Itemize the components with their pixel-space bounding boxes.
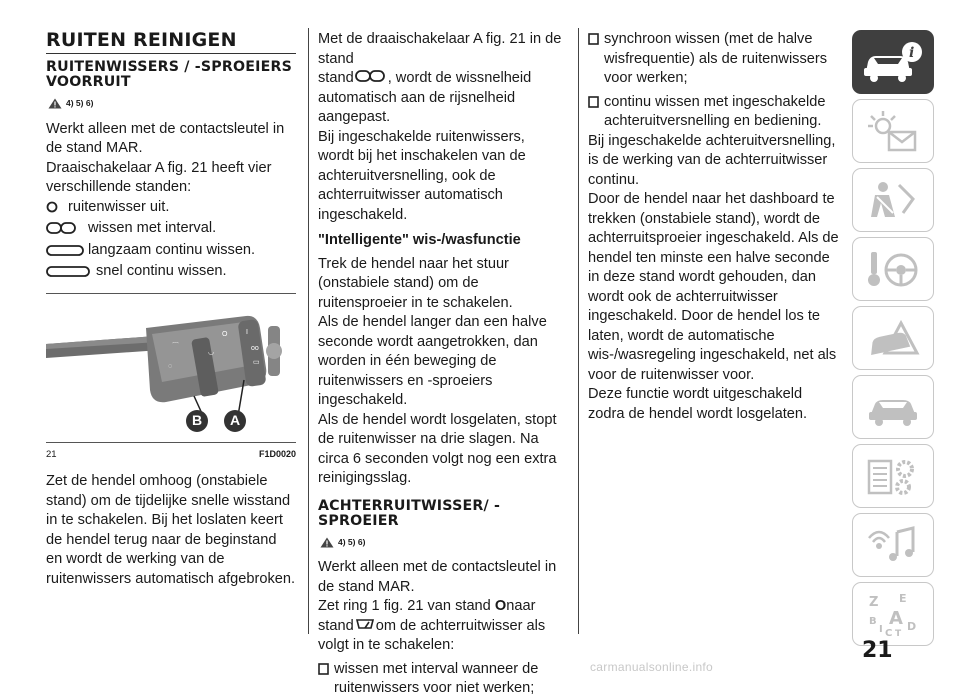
svg-text:▭: ▭ (253, 358, 260, 366)
section-heading-front: RUITENWISSERS / -SPROEIERS VOORRUIT (46, 59, 293, 90)
tab-safety[interactable] (852, 168, 934, 232)
bullet-item: continu wissen met ingeschakelde achteruitversnelling en bediening. (588, 93, 842, 132)
svg-text:oo: oo (251, 344, 259, 352)
page-title: RUITEN REINIGEN (46, 30, 296, 54)
multimedia-icon (863, 522, 923, 568)
figure-code: F1D0020 (258, 448, 296, 459)
paragraph: Zet ring 1 fig. 21 van stand Onaar stand om de achterruitwisser als volgt in te schakelen: (318, 598, 546, 653)
tab-index[interactable] (852, 582, 934, 646)
intro-text: Werkt alleen met de contactsleutel in de stand MAR. (46, 120, 285, 156)
emergency-icon (863, 315, 923, 361)
figure-number: 21 (46, 448, 57, 460)
svg-text:⌒: ⌒ (172, 342, 179, 350)
wiper-interval-icon (46, 221, 84, 237)
watermark: carmanualsonline.info (590, 660, 714, 674)
paragraph: Bij ingeschakelde achteruitversnelling, is de werking van de achterruitwisser continu. (588, 132, 836, 188)
rear-wiper-icon (354, 617, 376, 633)
svg-text:B: B (869, 616, 877, 627)
svg-text:I: I (879, 624, 883, 635)
paragraph: Als de hendel wordt losgelaten, stopt de ruitenwisser na drie slagen. Na circa 6 seconden volgt nog een extra reinigingsslag. (318, 411, 557, 486)
page-number: 21 (862, 638, 893, 663)
index-icon (863, 590, 923, 638)
paragraph: Deze functie wordt uitgeschakeld zodra de hendel wordt losgelaten. (588, 386, 808, 422)
tab-warning-lights[interactable] (852, 99, 934, 163)
warning-reference: 4) 5) 6) (320, 533, 564, 553)
safety-icon (863, 177, 923, 223)
paragraph: Bij ingeschakelde ruitenwissers, wordt bij het inschakelen van de achteruitversnelling, ook de achterruitwisser automatisch ingeschakeld. (318, 128, 526, 223)
column-2 (318, 30, 564, 699)
bullet-square-icon (588, 95, 604, 109)
tab-starting-driving[interactable] (852, 237, 934, 301)
paragraph: Zet de hendel omhoog (onstabiele stand) om de tijdelijke snelle wisstand in te schakelen. Bij het loslaten keert de hendel terug naar de beginstand en wordt de werking van de ruitenwissers automatisch afgebroken. (46, 473, 296, 587)
svg-text:A: A (889, 608, 903, 629)
column-divider-2 (578, 28, 579, 634)
warning-triangle-icon (320, 537, 334, 548)
starting-driving-icon (863, 246, 923, 292)
warning-lights-icon (863, 108, 923, 154)
column-divider-1 (308, 28, 309, 634)
callout-label-b: B (186, 410, 208, 432)
tab-maintenance[interactable] (852, 375, 934, 439)
tab-car-info[interactable] (852, 30, 934, 94)
subheading-intelligent: "Intelligente" wis-/wasfunctie (318, 232, 521, 248)
bullet-square-icon (588, 32, 604, 46)
svg-text:I: I (246, 328, 248, 336)
car-info-icon (860, 38, 926, 86)
tab-technical-data[interactable] (852, 444, 934, 508)
technical-data-icon (863, 453, 923, 499)
tab-multimedia[interactable] (852, 513, 934, 577)
svg-text:C: C (885, 628, 893, 638)
warning-triangle-icon (48, 98, 62, 109)
svg-text:E: E (899, 592, 907, 605)
position-symbol: O (494, 598, 507, 614)
wiper-fast-icon (46, 264, 96, 280)
chapter-sidebar (852, 30, 932, 651)
column-3 (588, 30, 842, 424)
wiper-stalk-illustration (46, 298, 296, 438)
bullet-square-icon (318, 662, 334, 676)
bullet-item: wissen met interval wanneer de ruitenwissers voor niet werken; (318, 660, 564, 699)
svg-text:D: D (907, 620, 917, 633)
svg-text:T: T (895, 629, 902, 638)
svg-text:◌: ◌ (168, 362, 173, 370)
bullet-item: synchroon wissen (met de halve wisfrequentie) als de ruitenwissers voor werken; (588, 30, 842, 89)
wiper-slow-icon (46, 243, 88, 259)
wiper-off-icon (46, 200, 68, 216)
svg-text:Z: Z (869, 595, 879, 610)
column-1 (46, 30, 296, 589)
figure-wiper-stalk (46, 293, 296, 443)
paragraph: Met de draaischakelaar A fig. 21 in de stand stand , wordt de wissnelheid automatisch aan de rijsnelheid aangepast. (318, 31, 562, 125)
maintenance-icon (863, 384, 923, 430)
paragraph: Werkt alleen met de contactsleutel in de stand MAR. (318, 559, 557, 595)
callout-label-a: A (224, 410, 246, 432)
position-item: snel continu wissen. (46, 262, 296, 282)
svg-text:i: i (909, 45, 915, 61)
position-item: wissen met interval. (46, 219, 296, 239)
svg-text:O: O (222, 330, 228, 338)
svg-text:◡: ◡ (208, 348, 215, 356)
tab-emergency[interactable] (852, 306, 934, 370)
section-heading-rear: ACHTERRUITWISSER/ -SPROEIER (318, 497, 501, 529)
position-item: ruitenwisser uit. (46, 198, 296, 218)
figure-caption (46, 445, 296, 465)
warning-reference: 4) 5) 6) (48, 94, 296, 114)
wiper-auto-icon (354, 69, 388, 85)
intro-text-2: Draaischakelaar A fig. 21 heeft vier verschillende standen: (46, 159, 272, 195)
paragraph: Trek de hendel naar het stuur (onstabiele stand) om de ruitensproeier in te schakelen. (318, 255, 513, 311)
paragraph: Door de hendel naar het dashboard te trekken (onstabiele stand), wordt de achterruitsproeier ingeschakeld. Als de hendel ten minste een halve seconde in deze stand wordt gehouden, dan wordt ook de achterruitwisser ingeschakeld. Door de hendel los te laten, wordt de automatische wis-/wasregeling ingeschakeld, net als voor de ruitenwisser voor. (588, 191, 839, 383)
paragraph: Als de hendel langer dan een halve seconde wordt aangetrokken, dan worden in één beweging de ruitenwissers en -sproeiers ingeschakeld. (318, 314, 547, 408)
position-item: langzaam continu wissen. (46, 241, 296, 261)
